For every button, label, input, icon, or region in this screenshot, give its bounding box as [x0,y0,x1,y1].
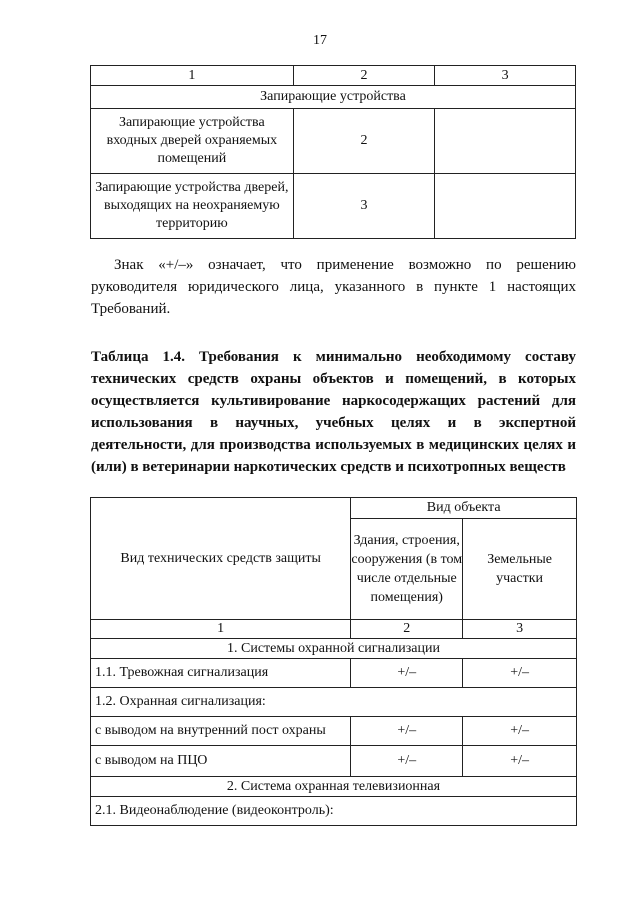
section-row [91,86,576,109]
note-paragraph: Знак «+/–» означает, что применение возможно по решению руководителя юридического лица, указанного в пункте 1 настоящих Требований. [91,257,576,317]
row-label: с выводом на ПЦО [91,746,351,777]
row-label: 1.1. Тревожная сигнализация [91,659,351,688]
column-number: 2 [351,620,463,639]
table-row [91,109,576,174]
row-label: Запирающие устройства дверей, выходящих на неохраняемую территорию [91,174,294,239]
row-value: +/– [463,659,577,688]
table-header-row [91,66,576,86]
table-caption: Таблица 1.4. Требования к минимально необходимому составу технических средств охраны объектов и помещений, в которых осуществляется культивирование наркосодержащих растений для использования в научных, учебных целях и в экспертной деятельности, для производства используемых в медицинских целях и (или) в ветеринарии наркотических средств и психотропных веществ [91,349,576,475]
table-row [91,746,577,777]
table-row [91,174,576,239]
land-plots-header: Земельные участки [463,519,577,620]
object-type-header: Вид объекта [351,498,577,519]
column-numbers-row [91,620,577,639]
requirements-table [90,497,577,826]
table-row [91,797,577,826]
header-cell: 1 [91,66,294,86]
row-value: 3 [293,174,435,239]
header-cell: 3 [435,66,576,86]
table-row [91,688,577,717]
row-value [435,174,576,239]
row-label: 2.1. Видеонаблюдение (видеоконтроль): [91,797,577,826]
table-row [91,659,577,688]
header-cell: 2 [293,66,435,86]
buildings-header: Здания, строения, сооружения (в том числе отдельные помещения) [351,519,463,620]
section-title: Запирающие устройства [91,86,576,109]
row-value: +/– [351,746,463,777]
row-value: +/– [463,746,577,777]
column-number: 1 [91,620,351,639]
row-value: 2 [293,109,435,174]
section-row [91,639,577,659]
page-number: 17 [313,33,327,48]
row-label: с выводом на внутренний пост охраны [91,717,351,746]
table-header-row [91,498,577,519]
row-value: +/– [351,659,463,688]
locking-devices-table [90,65,576,239]
column-number: 3 [463,620,577,639]
section-title: 1. Системы охранной сигнализации [91,639,577,659]
row-value: +/– [463,717,577,746]
row-value [435,109,576,174]
protection-means-header: Вид технических средств защиты [91,498,351,620]
row-label: Запирающие устройства входных дверей охраняемых помещений [91,109,294,174]
row-value: +/– [351,717,463,746]
row-label: 1.2. Охранная сигнализация: [91,688,577,717]
section-title: 2. Система охранная телевизионная [91,777,577,797]
table-row [91,717,577,746]
section-row [91,777,577,797]
